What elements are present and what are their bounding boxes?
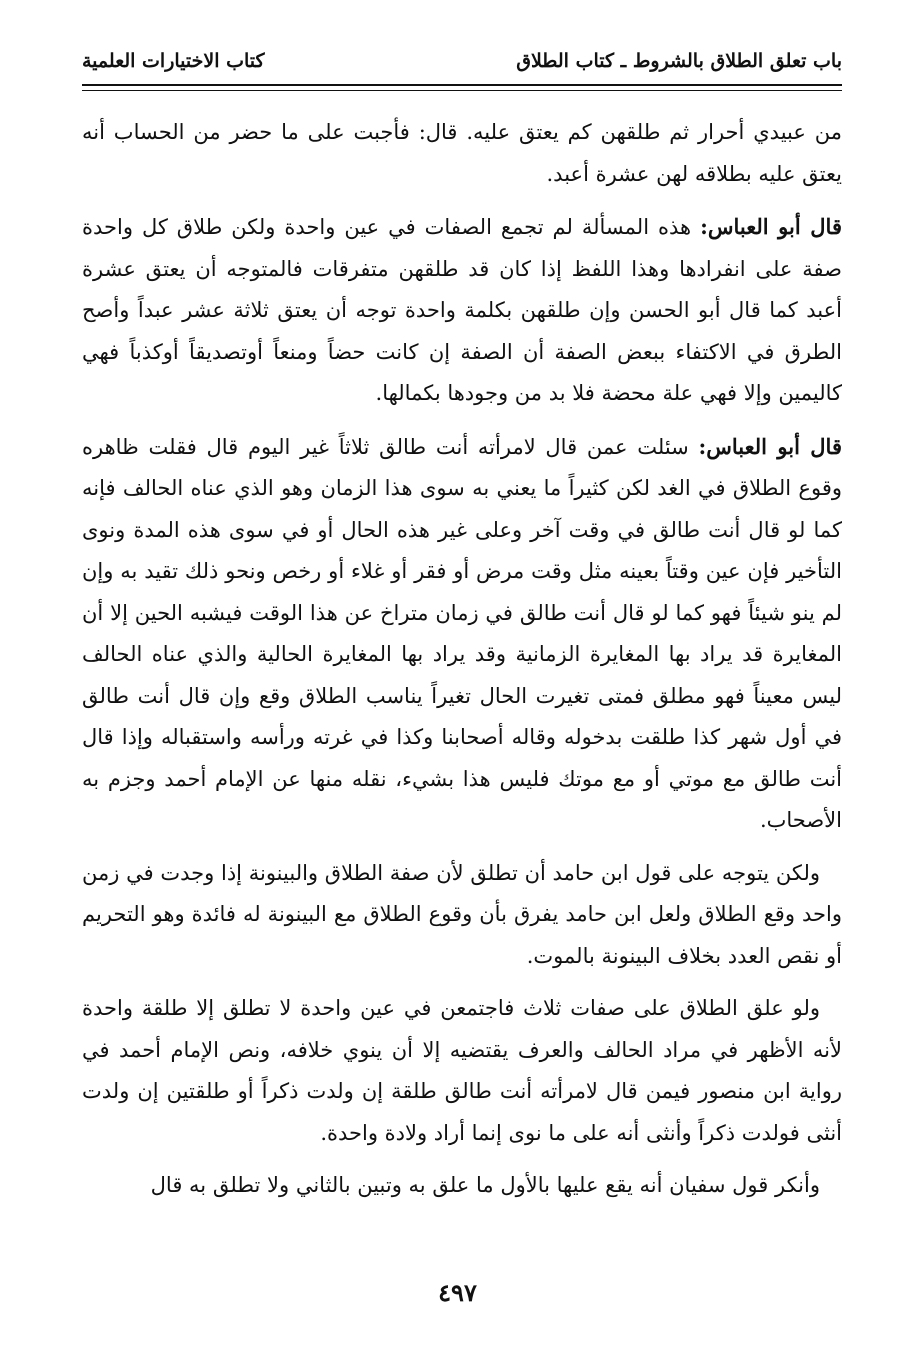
running-header [82,50,842,78]
page-body [82,112,842,1218]
paragraph-6 [82,1165,842,1207]
paragraph-2-text: هذه المسألة لم تجمع الصفات في عين واحدة ولكن طلاق كل واحدة صفة على انفرادها وهذا اللفظ إذا كان قد طلقهن متفرقات فالمتوجه أن يعتق عشرة أعبد كما قال أبو الحسن وإن طلقهن بكلمة واحدة توجه أن يعتق ثلاثة عشر عبداً وأصح الطرق في الاكتفاء ببعض الصفة أن الصفة إن كانت حضاً ومنعاً أوتصديقاً أوكذباً فهي كاليمين وإلا فهي علة محضة فلا بد من وجودها بكمالها. [82,215,842,405]
paragraph-1-text: من عبيدي أحرار ثم طلقهن كم يعتق عليه. قال: فأجبت على ما حضر من الحساب أنه يعتق عليه بطلاقه لهن عشرة أعبد. [82,120,842,186]
header-rule-thick [82,84,842,86]
paragraph-5 [82,988,842,1154]
paragraph-3-speaker: قال أبو العباس: [698,433,842,459]
paragraph-3 [82,426,842,842]
paragraph-6-text: وأنكر قول سفيان أنه يقع عليها بالأول ما علق به وتبين بالثاني ولا تطلق به قال [150,1173,820,1197]
header-rule-thin [82,90,842,91]
paragraph-4 [82,853,842,978]
paragraph-5-text: ولو علق الطلاق على صفات ثلاث فاجتمعن في عين واحدة لا تطلق إلا طلقة واحدة لأنه الأظهر في مراد الحالف والعرف يقتضيه إلا أن ينوي خلافه، ونص الإمام أحمد في رواية ابن منصور فيمن قال لامرأته أنت طالق طلقة إن ولدت ذكراً أو طلقتين إن ولدت أنثى فولدت ذكراً وأنثى أنه على ما نوى إنما أراد ولادة واحدة. [82,996,842,1145]
header-book-title: كتاب الاختيارات العلمية [82,50,265,72]
page-number: ٤٩٧ [438,1278,477,1307]
header-chapter-title: باب تعلق الطلاق بالشروط ـ كتاب الطلاق [516,50,842,72]
paragraph-1 [82,112,842,195]
paragraph-2 [82,206,842,415]
paragraph-2-speaker: قال أبو العباس: [700,214,842,239]
paragraph-4-text: ولكن يتوجه على قول ابن حامد أن تطلق لأن صفة الطلاق والبينونة إذا وجدت في زمن واحد وقع الطلاق ولعل ابن حامد يفرق بأن وقوع الطلاق مع البينونة له فائدة وهو التحريم أو نقص العدد بخلاف البينونة بالموت. [82,860,842,968]
paragraph-3-text: سئلت عمن قال لامرأته أنت طالق ثلاثاً غير اليوم قال فقلت ظاهره وقوع الطلاق في الغد لكن كثيراً ما يعني به سوى هذا الزمان وهو الذي عناه الحالف فإنه كما لو قال أنت طالق في وقت آخر وعلى غير هذه الحال أو في سوى هذه المدة ونوى التأخير فإن عين وقتاً بعينه مثل وقت مرض أو فقر أو غلاء أو رخص ونحو ذلك تقيد به وإن لم ينو شيئاً فهو كما لو قال أنت طالق في زمان متراخ عن هذا الوقت فيشبه الحين إلا أن المغايرة قد يراد بها المغايرة الزمانية وقد يراد بها المغايرة الحالية والذي عناه الحالف ليس معيناً فهو مطلق فمتى تغيرت الحال تغيراً يناسب الطلاق وقع وإن قال أنت طالق في أول شهر كذا طلقت بدخوله وقاله أصحابنا وكذا في غرته ورأسه واستقباله وإذا قال أنت طالق مع موتي أو مع موتك فليس هذا بشيء، نقله منها عن الإمام أحمد وجزم به الأصحاب. [82,434,843,832]
